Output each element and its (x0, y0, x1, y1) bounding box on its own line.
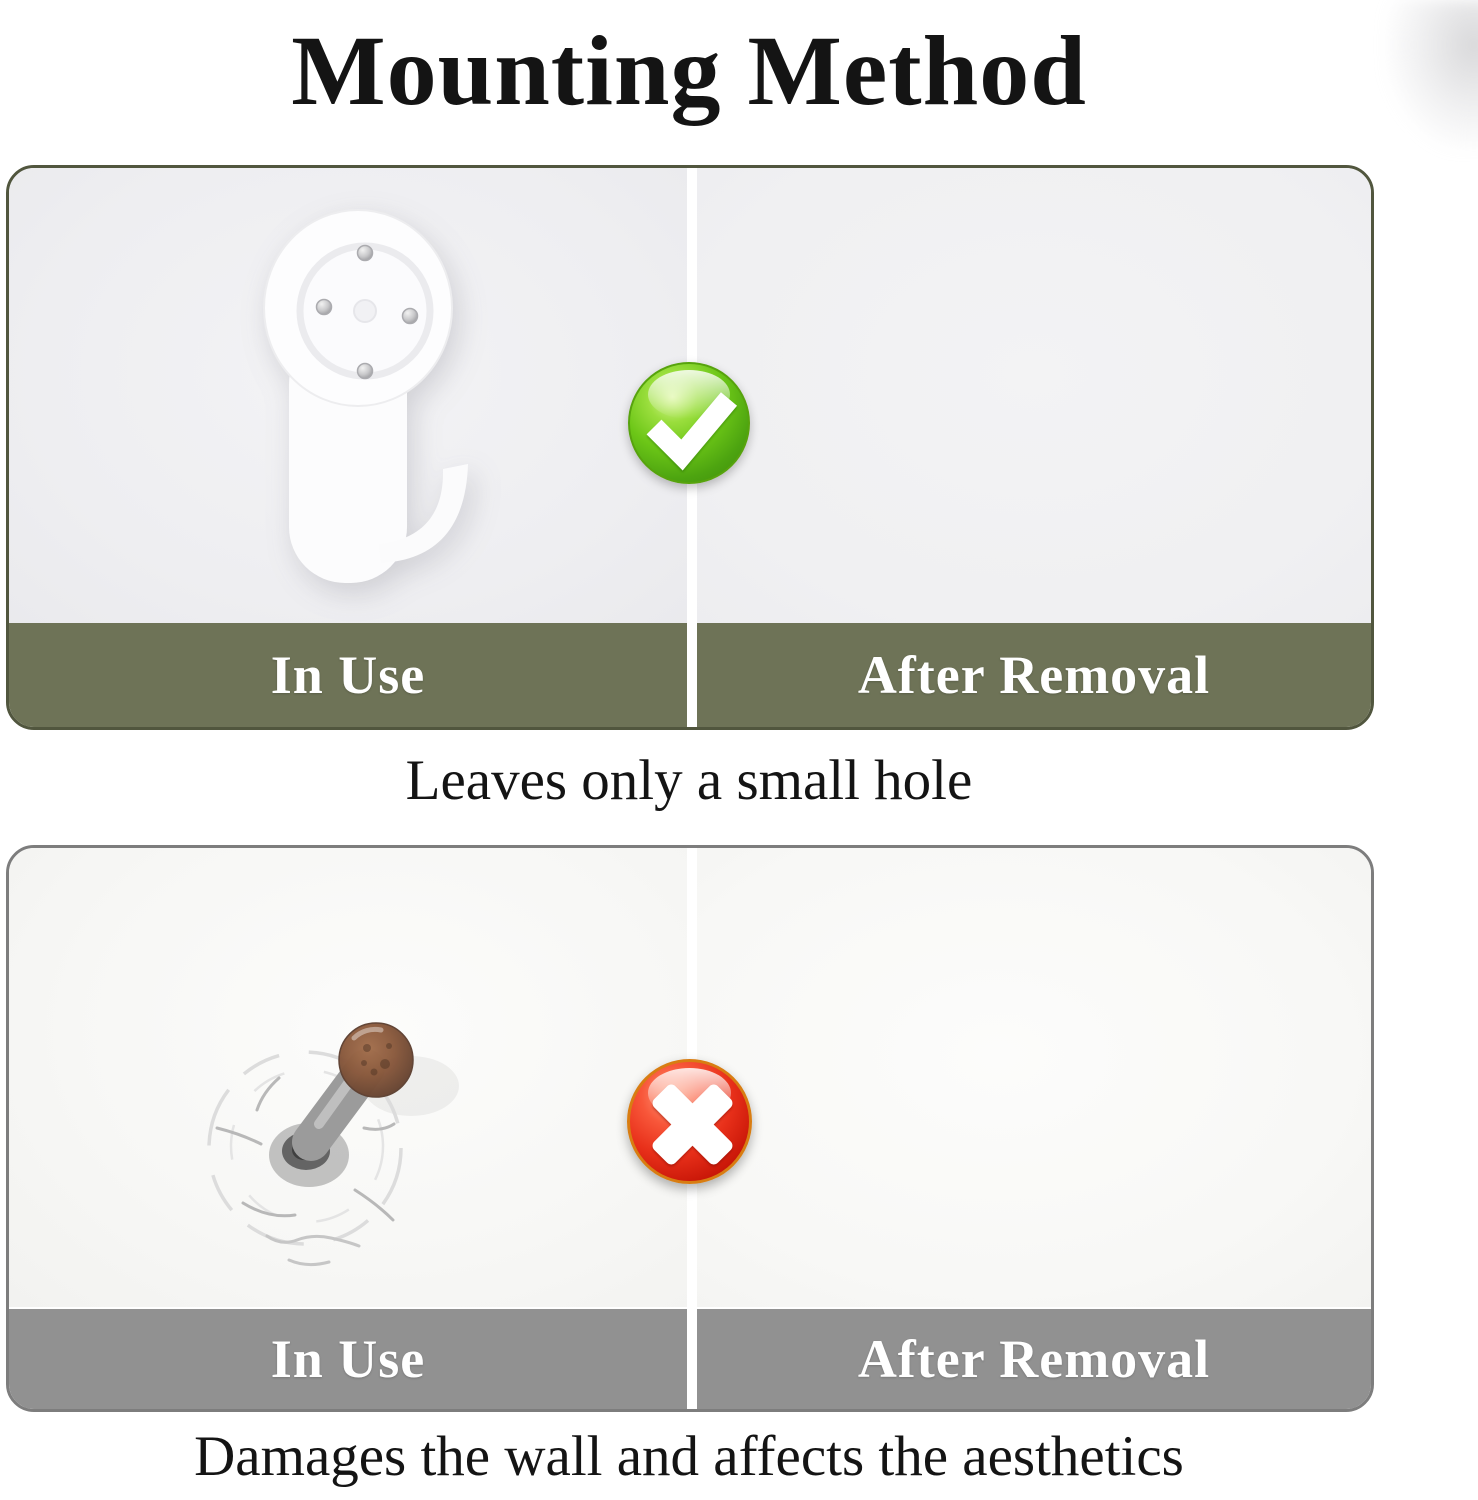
nail-in-wall-illustration (159, 968, 559, 1298)
photo-wall-after-nail-removal (697, 848, 1371, 1307)
in-use-label: In Use (270, 645, 426, 705)
photo-nail-in-use (9, 848, 687, 1307)
after-removal-label: After Removal (857, 645, 1211, 705)
photo-wall-after-hook-removal (697, 168, 1371, 623)
caption-damaging: Damages the wall and affects the aesthetics (194, 1425, 1184, 1488)
label-cell-right (697, 623, 1371, 727)
label-cell-left (9, 1309, 687, 1409)
cross-icon (627, 1059, 752, 1184)
page-title: Mounting Method (291, 15, 1087, 126)
corner-photo-blur (1386, 0, 1478, 150)
in-use-label: In Use (270, 1329, 426, 1389)
photo-hook-in-use (9, 168, 687, 623)
label-cell-left (9, 623, 687, 727)
after-removal-label: After Removal (857, 1329, 1211, 1389)
label-cell-right (697, 1309, 1371, 1409)
wall-hook-illustration (261, 208, 516, 583)
caption-recommended: Leaves only a small hole (405, 749, 973, 812)
check-icon (628, 362, 750, 484)
